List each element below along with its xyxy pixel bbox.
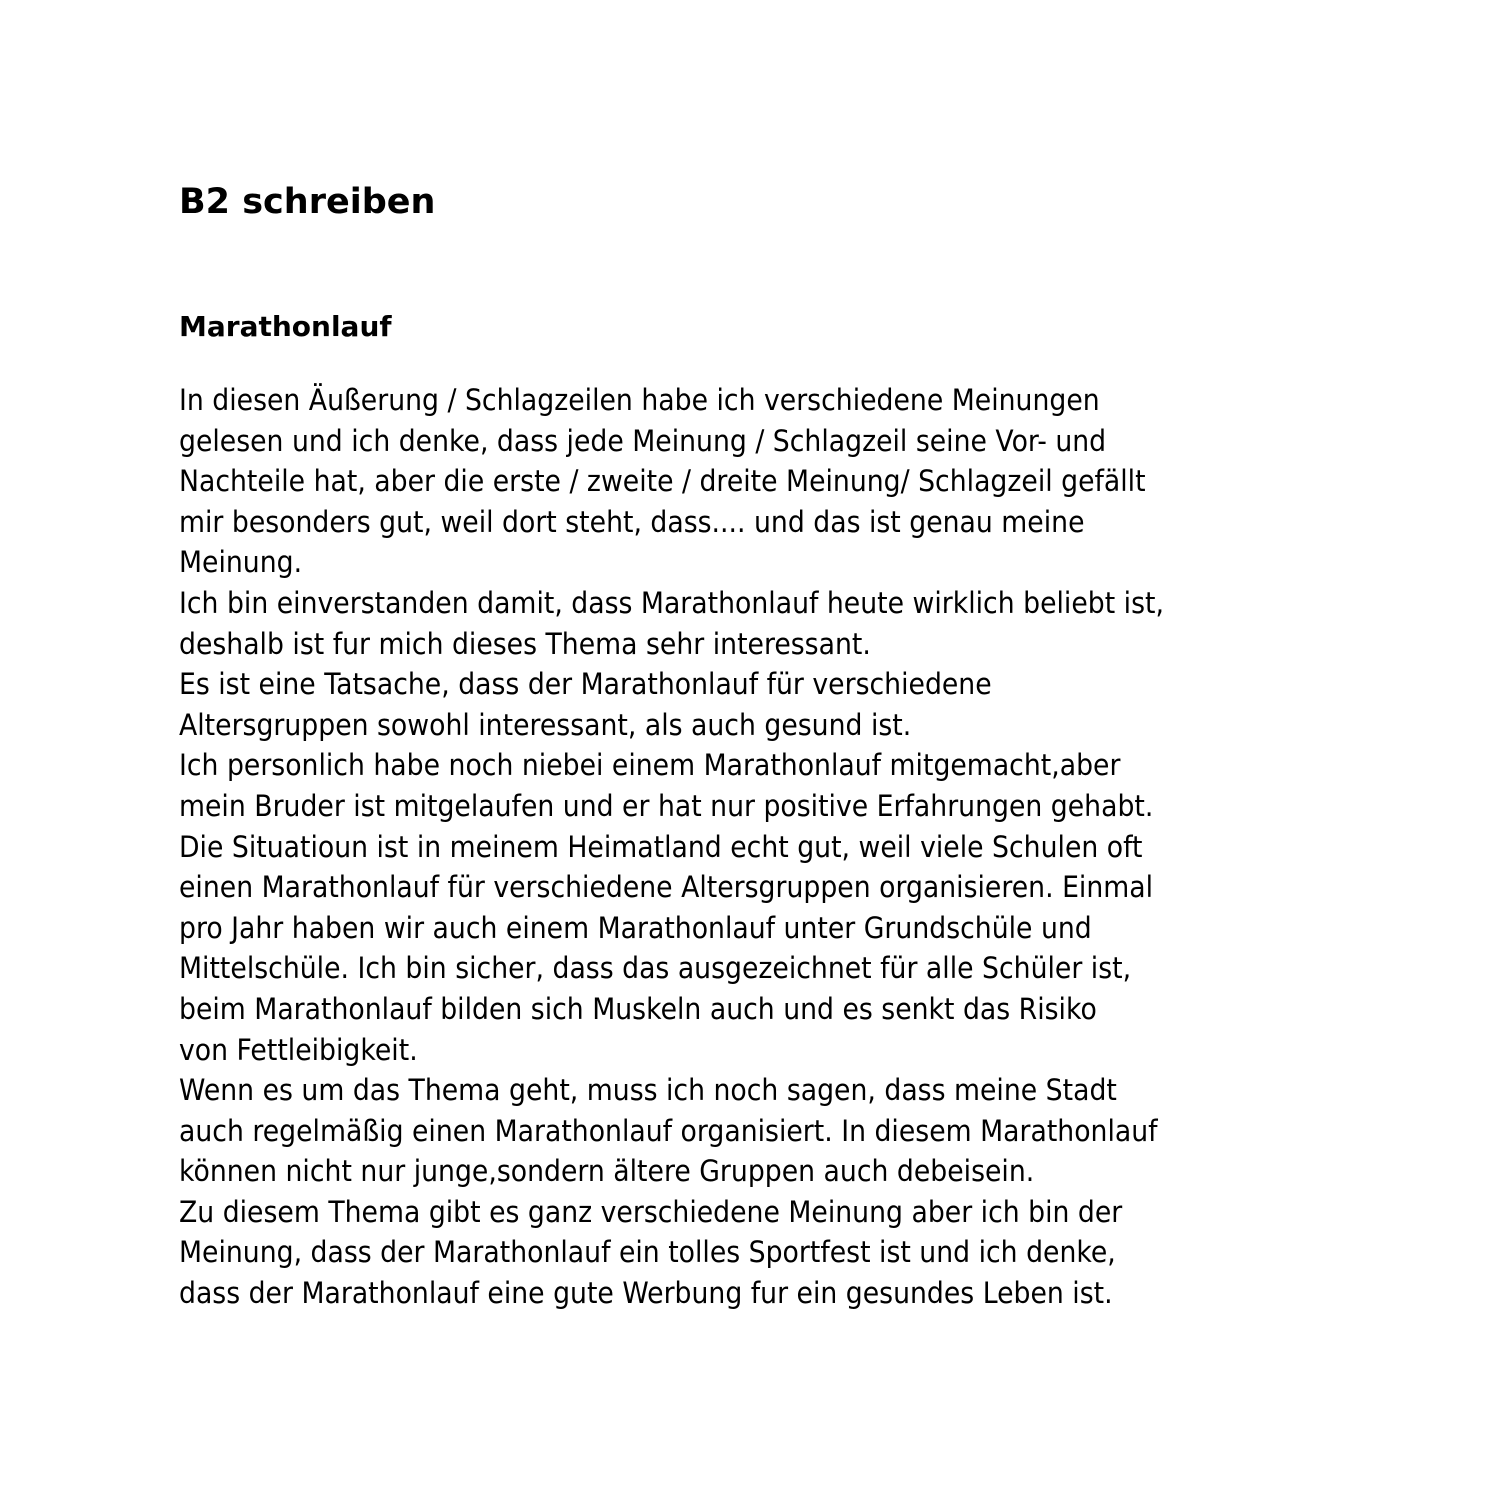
text-line: pro Jahr haben wir auch einem Marathonlauf unter Grundschüle und	[179, 910, 1092, 945]
text-line: Altersgruppen sowohl interessant, als auch gesund ist.	[179, 707, 912, 742]
text-line: dass der Marathonlauf eine gute Werbung fur ein gesundes Leben ist.	[179, 1276, 1113, 1311]
text-line: mir besonders gut, weil dort steht, dass.... und das ist genau meine	[179, 504, 1085, 539]
text-line: auch regelmäßig einen Marathonlauf organisiert. In diesem Marathonlauf	[179, 1113, 1158, 1148]
text-line: Nachteile hat, aber die erste / zweite / dreite Meinung/ Schlagzeil gefällt	[179, 464, 1146, 499]
text-line: mein Bruder ist mitgelaufen und er hat nur positive Erfahrungen gehabt.	[179, 788, 1154, 823]
text-line: einen Marathonlauf für verschiedene Altersgruppen organisieren. Einmal	[179, 870, 1154, 905]
text-line: deshalb ist fur mich dieses Thema sehr interessant.	[179, 626, 871, 661]
text-line: Ich personlich habe noch niebei einem Marathonlauf mitgemacht,aber	[179, 748, 1121, 783]
text-line: Wenn es um das Thema geht, muss ich noch sagen, dass meine Stadt	[179, 1073, 1117, 1108]
text-line: Es ist eine Tatsache, dass der Marathonlauf für verschiedene	[179, 667, 992, 702]
text-line: Meinung.	[179, 545, 303, 580]
document-title: B2 schreiben	[179, 182, 436, 222]
text-line: In diesen Äußerung / Schlagzeilen habe ich verschiedene Meinungen	[179, 383, 1100, 417]
document-subtitle: Marathonlauf	[179, 310, 392, 343]
text-line: Ich bin einverstanden damit, dass Marathonlauf heute wirklich beliebt ist,	[179, 585, 1164, 620]
text-line: von Fettleibigkeit.	[179, 1032, 418, 1067]
text-line: Zu diesem Thema gibt es ganz verschiedene Meinung aber ich bin der	[179, 1194, 1123, 1229]
body-text	[179, 380, 1164, 1314]
text-line: Meinung, dass der Marathonlauf ein tolles Sportfest ist und ich denke,	[179, 1235, 1116, 1270]
text-line: gelesen und ich denke, dass jede Meinung / Schlagzeil seine Vor- und	[179, 423, 1107, 458]
text-line: Die Situatioun ist in meinem Heimatland echt gut, weil viele Schulen oft	[179, 829, 1143, 864]
text-line: beim Marathonlauf bilden sich Muskeln auch und es senkt das Risiko	[179, 991, 1097, 1026]
document-page	[179, 0, 1359, 1500]
text-line: Mittelschüle. Ich bin sicher, dass das ausgezeichnet für alle Schüler ist,	[179, 951, 1132, 986]
text-line: können nicht nur junge,sondern ältere Gruppen auch debeisein.	[179, 1154, 1035, 1189]
